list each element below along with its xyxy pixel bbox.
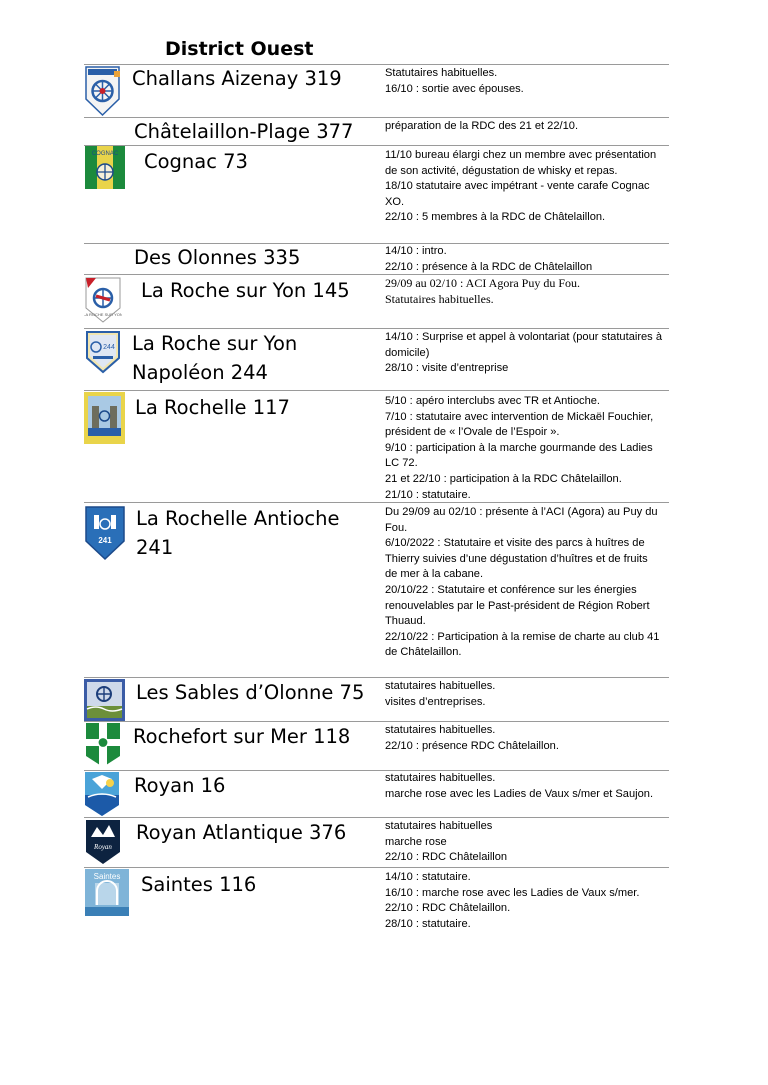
activity-line: statutaires habituelles. (385, 680, 496, 692)
activity-line: Du 29/09 au 02/10 : présente à l’ACI (Agora) au Puy du Fou. (385, 506, 658, 534)
activity-line: 16/10 : marche rose avec les Ladies de Vaux s/mer. (385, 886, 640, 899)
cognac-club-logo (85, 146, 125, 189)
club-name: Des Olonnes 335 (134, 246, 301, 269)
activity-line: 18/10 statutaire avec impétrant - vente carafe Cognac XO. (385, 180, 650, 208)
activity-line: 9/10 : participation à la marche gourmande des Ladies LC 72. (385, 441, 653, 470)
club-pennant-logo (84, 65, 121, 117)
activity-line: visites d’entreprises. (385, 695, 486, 708)
club-name: Rochefort sur Mer 118 (133, 725, 351, 748)
club-name-line: La Rochelle Antioche (136, 507, 340, 530)
club-name-line: La Roche sur Yon (132, 332, 298, 355)
activity-line: statutaires habituelles. (385, 724, 496, 736)
activity-line: 14/10 : intro. (385, 245, 447, 257)
activity-line: 14/10 : Surprise et appel à volontariat (pour statutaires à domicile) (385, 331, 662, 359)
club-activities (385, 819, 662, 866)
club-name: Les Sables d’Olonne 75 (136, 681, 365, 704)
club-name-line: Napoléon 244 (132, 361, 268, 384)
activity-line: 7/10 : statutaire avec intervention de Mickaël Fouchier, président de « l’Ovale de l’Espoir ». (385, 410, 654, 439)
row-divider (84, 390, 669, 391)
club-activities (385, 119, 662, 135)
activity-line: marche rose (385, 835, 447, 848)
activity-line: 21/10 : statutaire. (385, 488, 471, 501)
activity-line: 6/10/2022 : Statutaire et visite des parcs à huîtres de Thierry suivies d’une dégustation d’huîtres et de fruits de mer à la cabane. (385, 537, 648, 581)
activity-line: 22/10 : présence RDC Châtelaillon. (385, 739, 559, 752)
saintes-club-logo (85, 869, 129, 916)
activity-line: 16/10 : sortie avec épouses. (385, 82, 524, 95)
activity-line: marche rose avec les Ladies de Vaux s/mer et Saujon. (385, 787, 654, 800)
club-activities (385, 723, 662, 754)
club-activities (385, 66, 662, 97)
club-name: La Roche sur Yon 145 (141, 279, 350, 302)
activity-line: 5/10 : apéro interclubs avec TR et Antioche. (385, 395, 601, 407)
royan-atlantique-logo-text: Royan (94, 843, 112, 851)
club-name (132, 329, 297, 387)
activity-line: 28/10 : statutaire. (385, 917, 471, 930)
club-name-line: 241 (136, 536, 174, 559)
sables-olonne-club-logo (84, 679, 125, 721)
club-activities (385, 394, 662, 503)
activity-line: 21 et 22/10 : participation à la RDC Châtelaillon. (385, 472, 622, 485)
club-name: Châtelaillon-Plage 377 (134, 120, 354, 143)
antioche-club-logo (84, 505, 126, 561)
page-title: District Ouest (165, 38, 314, 60)
royan-atlantique-club-logo (85, 819, 121, 865)
club-name: La Rochelle 117 (135, 396, 290, 419)
activity-line: 22/10 : présence à la RDC de Châtelaillon (385, 260, 593, 273)
la-roche-sur-yon-logo (84, 276, 122, 324)
club-activities (385, 771, 662, 802)
club-name: Royan Atlantique 376 (136, 821, 347, 844)
club-activities (385, 505, 662, 661)
club-activities (385, 330, 662, 377)
club-name: Royan 16 (134, 774, 226, 797)
activity-line: 28/10 : visite d’entreprise (385, 362, 509, 375)
club-name: Cognac 73 (144, 150, 248, 173)
activity-line: 22/10/22 : Participation à la remise de charte au club 41 de Châtelaillon. (385, 630, 660, 659)
napoleon-club-logo (85, 330, 121, 374)
club-activities (385, 870, 662, 932)
club-activities (385, 148, 662, 226)
activity-line: Statutaires habituelles. (385, 67, 498, 79)
activity-line: 14/10 : statutaire. (385, 871, 471, 883)
royan-club-logo (84, 771, 120, 817)
activity-line: 22/10 : RDC Châtelaillon (385, 851, 508, 864)
activity-line: statutaires habituelles. (385, 772, 496, 784)
roche-logo-text: LA ROCHE SUR YON (84, 312, 122, 317)
club-activities (385, 679, 662, 710)
club-name: Challans Aizenay 319 (132, 67, 342, 90)
activity-line: 22/10 : 5 membres à la RDC de Châtelaillon. (385, 211, 606, 224)
la-rochelle-club-logo (84, 392, 125, 444)
club-name (136, 504, 340, 562)
cognac-logo-text: COGNAC (91, 151, 119, 157)
row-divider (84, 867, 669, 868)
club-activities (385, 244, 662, 275)
activity-line: 22/10 : RDC Châtelaillon. (385, 902, 511, 915)
activity-line: Statutaires habituelles. (385, 291, 494, 306)
activity-line: statutaires habituelles (385, 820, 493, 832)
activity-line: 20/10/22 : Statutaire et conférence sur les énergies renouvelables par le Past-président de Région Robert Thuaud. (385, 583, 650, 628)
rochefort-club-logo (85, 722, 121, 768)
saintes-logo-text: Saintes (93, 872, 121, 881)
antioche-logo-text: 241 (98, 536, 112, 545)
activity-line: préparation de la RDC des 21 et 22/10. (385, 120, 579, 132)
club-activities (385, 276, 662, 307)
napoleon-logo-text: 244 (103, 344, 115, 351)
activity-line: 29/09 au 02/10 : ACI Agora Puy du Fou. (385, 276, 581, 290)
activity-line: 11/10 bureau élargi chez un membre avec présentation de son activité, dégustation de whisky et repas. (385, 149, 657, 177)
club-name: Saintes 116 (141, 873, 257, 896)
